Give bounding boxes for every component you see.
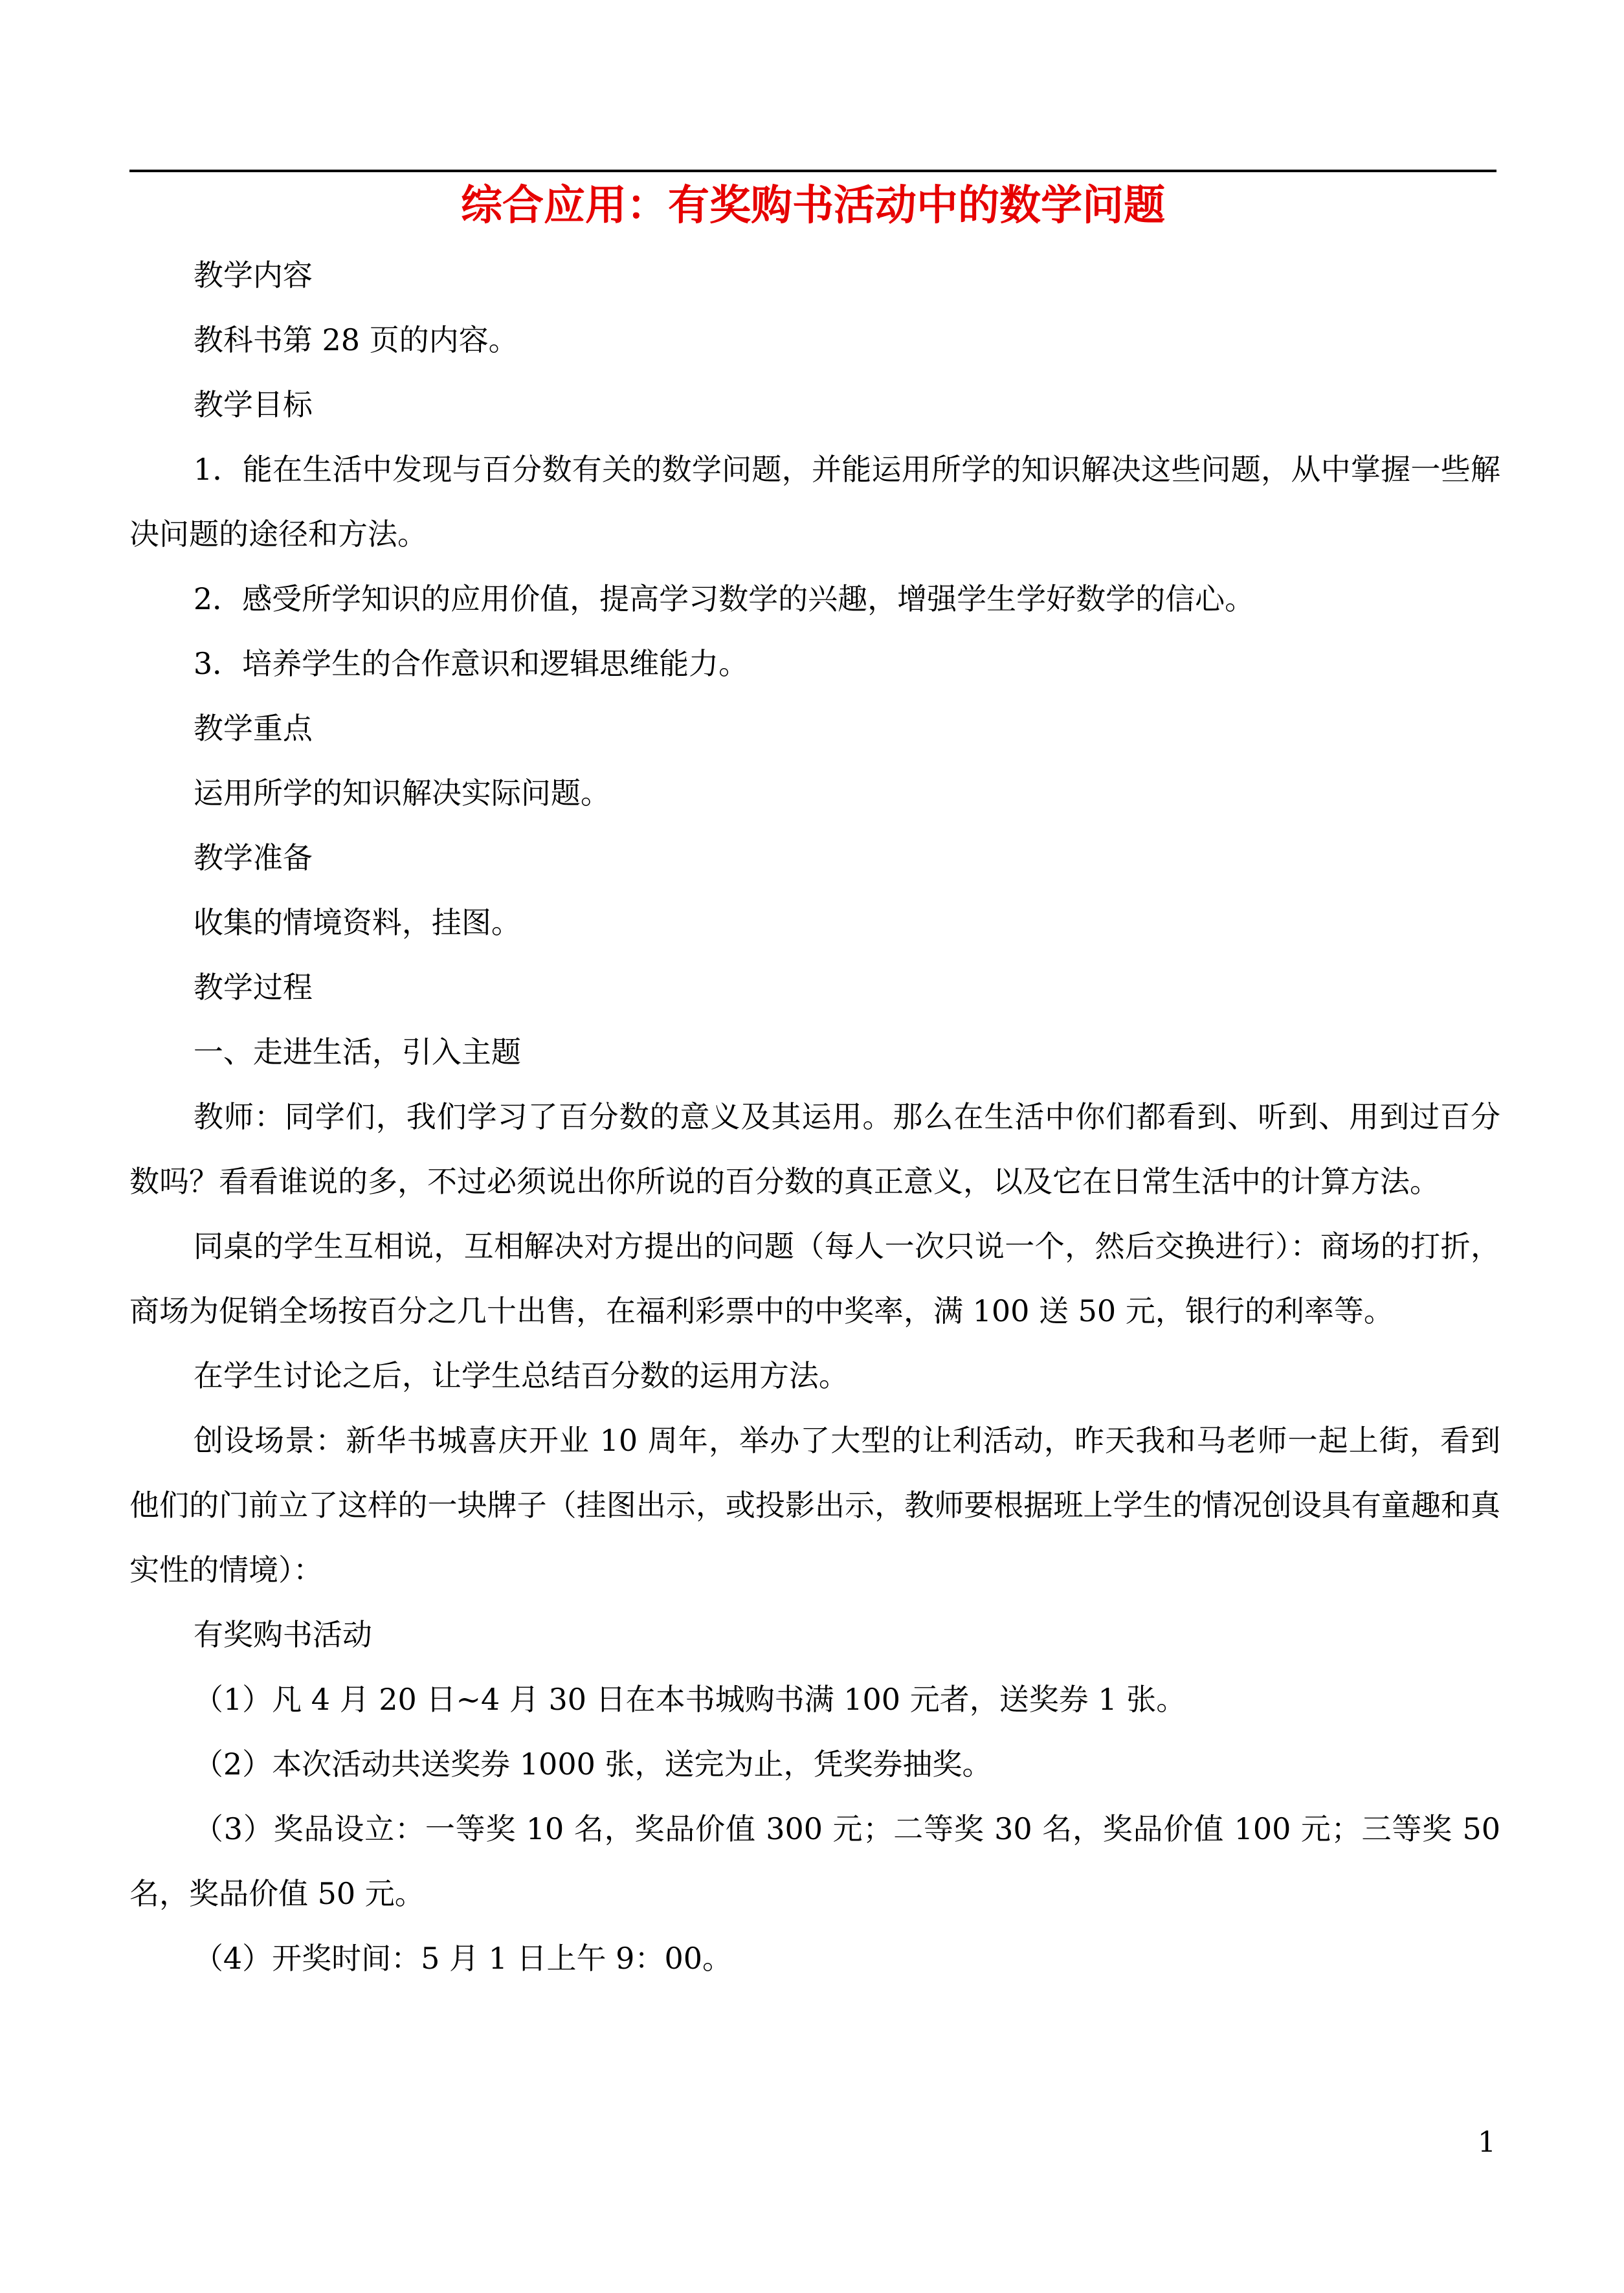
notice-item-2: （2）本次活动共送奖券 1000 张，送完为止，凭奖券抽奖。 bbox=[193, 1747, 992, 1782]
section-heading-objectives: 教学目标 bbox=[193, 387, 313, 422]
section-heading-preparation: 教学准备 bbox=[193, 840, 313, 875]
section-heading-key-points: 教学重点 bbox=[193, 711, 313, 746]
paragraph-key-points: 运用所学的知识解决实际问题。 bbox=[193, 776, 610, 811]
paragraph-scenario: 创设场景：新华书城喜庆开业 10 周年，举办了大型的让利活动，昨天我和马老师一起上街，看到他们的门前立了这样的一块牌子（挂图出示，或投影出示，教师要根据班上学生的情况创设具有童趣和真实性的情境）： bbox=[129, 1423, 1500, 1587]
paragraph-student-discussion: 同桌的学生互相说，互相解决对方提出的问题（每人一次只说一个，然后交换进行）：商场的打折，商场为促销全场按百分之几十出售，在福利彩票中的中奖率，满 100 送 50 元，银行的利率等。 bbox=[129, 1229, 1500, 1328]
section-heading-content: 教学内容 bbox=[193, 258, 313, 293]
objective-item-1: 1．能在生活中发现与百分数有关的数学问题，并能运用所学的知识解决这些问题，从中掌握一些解决问题的途径和方法。 bbox=[129, 452, 1500, 552]
page-title: 综合应用：有奖购书活动中的数学问题 bbox=[461, 181, 1165, 230]
subheading-step-1: 一、走进生活，引入主题 bbox=[193, 1035, 521, 1069]
document-body bbox=[129, 243, 1500, 1991]
notice-item-4: （4）开奖时间：5 月 1 日上午 9：00。 bbox=[193, 1941, 732, 1976]
section-heading-process: 教学过程 bbox=[193, 970, 313, 1005]
header-rule bbox=[129, 170, 1496, 172]
notice-item-3: （3）奖品设立：一等奖 10 名，奖品价值 300 元；二等奖 30 名，奖品价值 100 元；三等奖 50 名，奖品价值 50 元。 bbox=[129, 1811, 1500, 1911]
paragraph-preparation: 收集的情境资料，挂图。 bbox=[193, 905, 521, 940]
objective-item-3: 3．培养学生的合作意识和逻辑思维能力。 bbox=[193, 646, 749, 681]
page-number: 1 bbox=[1478, 2126, 1496, 2159]
objective-item-2: 2．感受所学知识的应用价值，提高学习数学的兴趣，增强学生学好数学的信心。 bbox=[193, 581, 1255, 616]
notice-item-1: （1）凡 4 月 20 日~4 月 30 日在本书城购书满 100 元者，送奖券 1 张。 bbox=[193, 1682, 1186, 1717]
paragraph-summary: 在学生讨论之后，让学生总结百分数的运用方法。 bbox=[193, 1358, 849, 1393]
paragraph-content-text: 教科书第 28 页的内容。 bbox=[193, 322, 518, 357]
paragraph-teacher-intro: 教师：同学们，我们学习了百分数的意义及其运用。那么在生活中你们都看到、听到、用到过百分数吗？看看谁说的多，不过必须说出你所说的百分数的真正意义，以及它在日常生活中的计算方法。 bbox=[129, 1099, 1500, 1199]
notice-heading: 有奖购书活动 bbox=[193, 1617, 372, 1652]
